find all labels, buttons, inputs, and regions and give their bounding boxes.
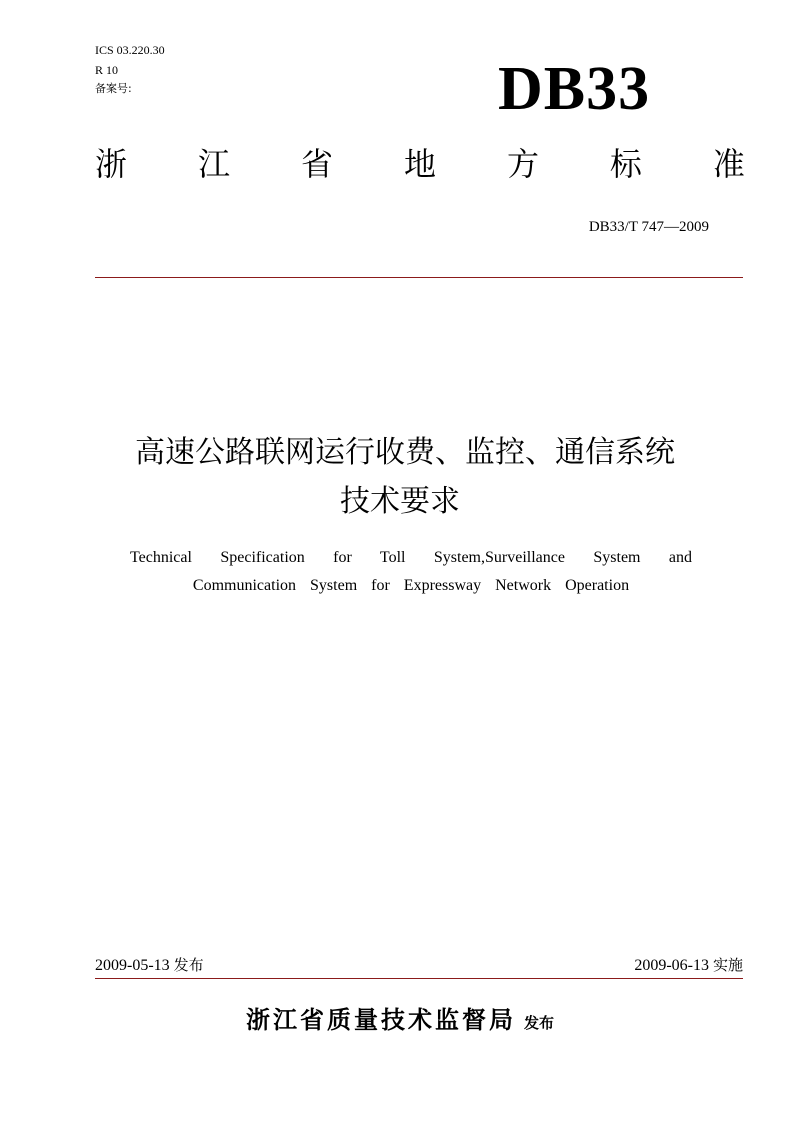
english-title-line-1: Technical Specification for Toll System,Surveillance System and — [130, 549, 692, 566]
category-code: R 10 — [95, 63, 119, 77]
standard-type-heading — [95, 145, 745, 183]
db33-logo: DB33 — [498, 55, 651, 123]
record-number-label: 备案号: — [95, 82, 132, 95]
chinese-title-line-2: 技术要求 — [340, 484, 460, 519]
issuer-suffix: 发布 — [523, 1014, 554, 1032]
standard-type-char: 浙 — [95, 145, 128, 183]
bottom-divider — [95, 978, 743, 979]
implementation-date — [634, 958, 743, 974]
issuer-name: 浙江省质量技术监督局 — [245, 1006, 516, 1034]
chinese-title — [0, 428, 800, 526]
implementation-date-value: 2009-06-13 — [634, 957, 709, 974]
issuing-authority — [0, 1008, 800, 1032]
issue-date-label: 发布 — [173, 956, 204, 974]
standard-type-char: 方 — [506, 145, 539, 183]
ics-code: ICS 03.220.30 — [95, 43, 165, 57]
english-title-line-2: Communication System for Expressway Network Operation — [192, 577, 630, 594]
chinese-title-line-1: 高速公路联网运行收费、监控、通信系统 — [135, 435, 675, 470]
standard-type-char: 地 — [403, 145, 436, 183]
top-divider — [95, 277, 743, 278]
standard-type-char: 省 — [300, 145, 333, 183]
implementation-date-label: 实施 — [712, 956, 743, 974]
issue-date — [95, 958, 204, 974]
standard-number: DB33/T 747—2009 — [588, 219, 709, 235]
issue-date-value: 2009-05-13 — [95, 957, 170, 974]
standard-type-char: 江 — [197, 145, 230, 183]
standard-type-char: 标 — [609, 145, 642, 183]
english-title — [130, 544, 692, 600]
standard-type-char: 准 — [712, 145, 745, 183]
